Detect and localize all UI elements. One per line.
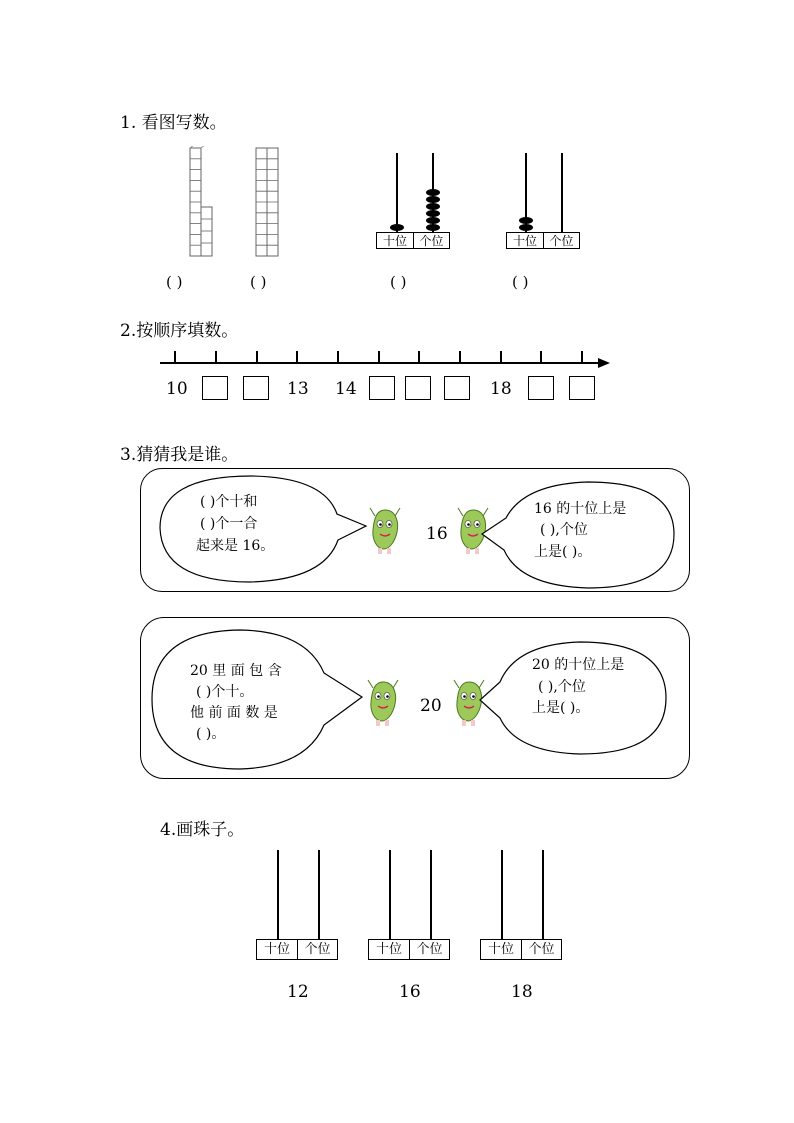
speech-bubble-left: [148, 625, 370, 775]
q1-heading: 1. 看图写数。: [120, 113, 227, 133]
number-label: 10: [166, 379, 188, 399]
number-label: 18: [490, 379, 512, 399]
bubble-line: ( )。: [196, 726, 226, 742]
empty-abacus-12: [256, 850, 338, 962]
ones-bead: [426, 210, 440, 217]
answer-box[interactable]: [528, 376, 554, 400]
tens-label: 十位: [376, 232, 414, 249]
speech-bubble-left: [156, 470, 370, 590]
q2-heading: 2.按顺序填数。: [120, 321, 239, 341]
bubble-line: ( ),个位: [540, 522, 588, 538]
bubble-line: 上是( )。: [532, 700, 590, 716]
ones-rod: [561, 153, 563, 233]
answer-box[interactable]: [202, 376, 228, 400]
cube-stack-14: [188, 146, 220, 258]
number-line: [158, 346, 614, 370]
answer-box[interactable]: [243, 376, 269, 400]
ones-label: 个位: [297, 939, 338, 960]
tens-label: 十位: [506, 232, 544, 249]
cube-stack-20: [254, 146, 286, 258]
tens-rod: [501, 850, 503, 940]
ones-bead: [426, 217, 440, 224]
empty-abacus-16: [368, 850, 450, 962]
number-label: 13: [287, 379, 309, 399]
ones-bead: [426, 203, 440, 210]
tens-bead: [519, 217, 533, 224]
cartoon-character-icon: [366, 676, 400, 728]
bubble-line: 20 里 面 包 含: [190, 663, 282, 679]
ones-label: 个位: [409, 939, 450, 960]
ones-bead: [426, 196, 440, 203]
bubble-line: 上是( )。: [534, 544, 592, 560]
ones-bead: [426, 189, 440, 196]
abacus-1: [376, 153, 450, 251]
answer-blank[interactable]: ( ): [250, 273, 267, 291]
tens-rod: [277, 850, 279, 940]
answer-blank[interactable]: ( ): [166, 273, 183, 291]
target-number: 12: [287, 982, 309, 1002]
answer-box[interactable]: [369, 376, 395, 400]
bubble-line: ( ),个位: [538, 679, 586, 695]
tens-label: 十位: [368, 939, 410, 960]
center-number: 16: [426, 524, 448, 544]
ones-rod: [542, 850, 544, 940]
bubble-line: ( )个十。: [196, 684, 254, 700]
answer-blank[interactable]: ( ): [390, 273, 407, 291]
ones-bead: [426, 224, 440, 231]
empty-abacus-18: [480, 850, 562, 962]
bubble-line: ( )个十和: [200, 494, 258, 510]
tens-rod: [396, 153, 398, 233]
ones-rod: [318, 850, 320, 940]
answer-blank[interactable]: ( ): [512, 273, 529, 291]
tens-rod: [389, 850, 391, 940]
tens-bead: [519, 224, 533, 231]
target-number: 16: [399, 982, 421, 1002]
target-number: 18: [511, 982, 533, 1002]
q4-heading: 4.画珠子。: [160, 820, 245, 840]
bubble-line: 20 的十位上是: [532, 657, 625, 673]
answer-box[interactable]: [569, 376, 595, 400]
tens-label: 十位: [256, 939, 298, 960]
answer-box[interactable]: [405, 376, 431, 400]
ones-label: 个位: [543, 232, 580, 249]
number-label: 14: [335, 379, 357, 399]
cartoon-character-icon: [368, 504, 402, 556]
abacus-2: [506, 153, 580, 251]
bubble-line: 16 的十位上是: [534, 501, 627, 517]
bubble-line: 他 前 面 数 是: [190, 705, 278, 721]
tens-bead: [390, 224, 404, 231]
answer-box[interactable]: [444, 376, 470, 400]
ones-label: 个位: [413, 232, 450, 249]
ones-label: 个位: [521, 939, 562, 960]
bubble-line: ( )个一合: [200, 516, 258, 532]
tens-label: 十位: [480, 939, 522, 960]
ones-rod: [430, 850, 432, 940]
center-number: 20: [420, 696, 442, 716]
bubble-line: 起来是 16。: [196, 538, 275, 554]
q3-heading: 3.猜猜我是谁。: [120, 445, 239, 465]
